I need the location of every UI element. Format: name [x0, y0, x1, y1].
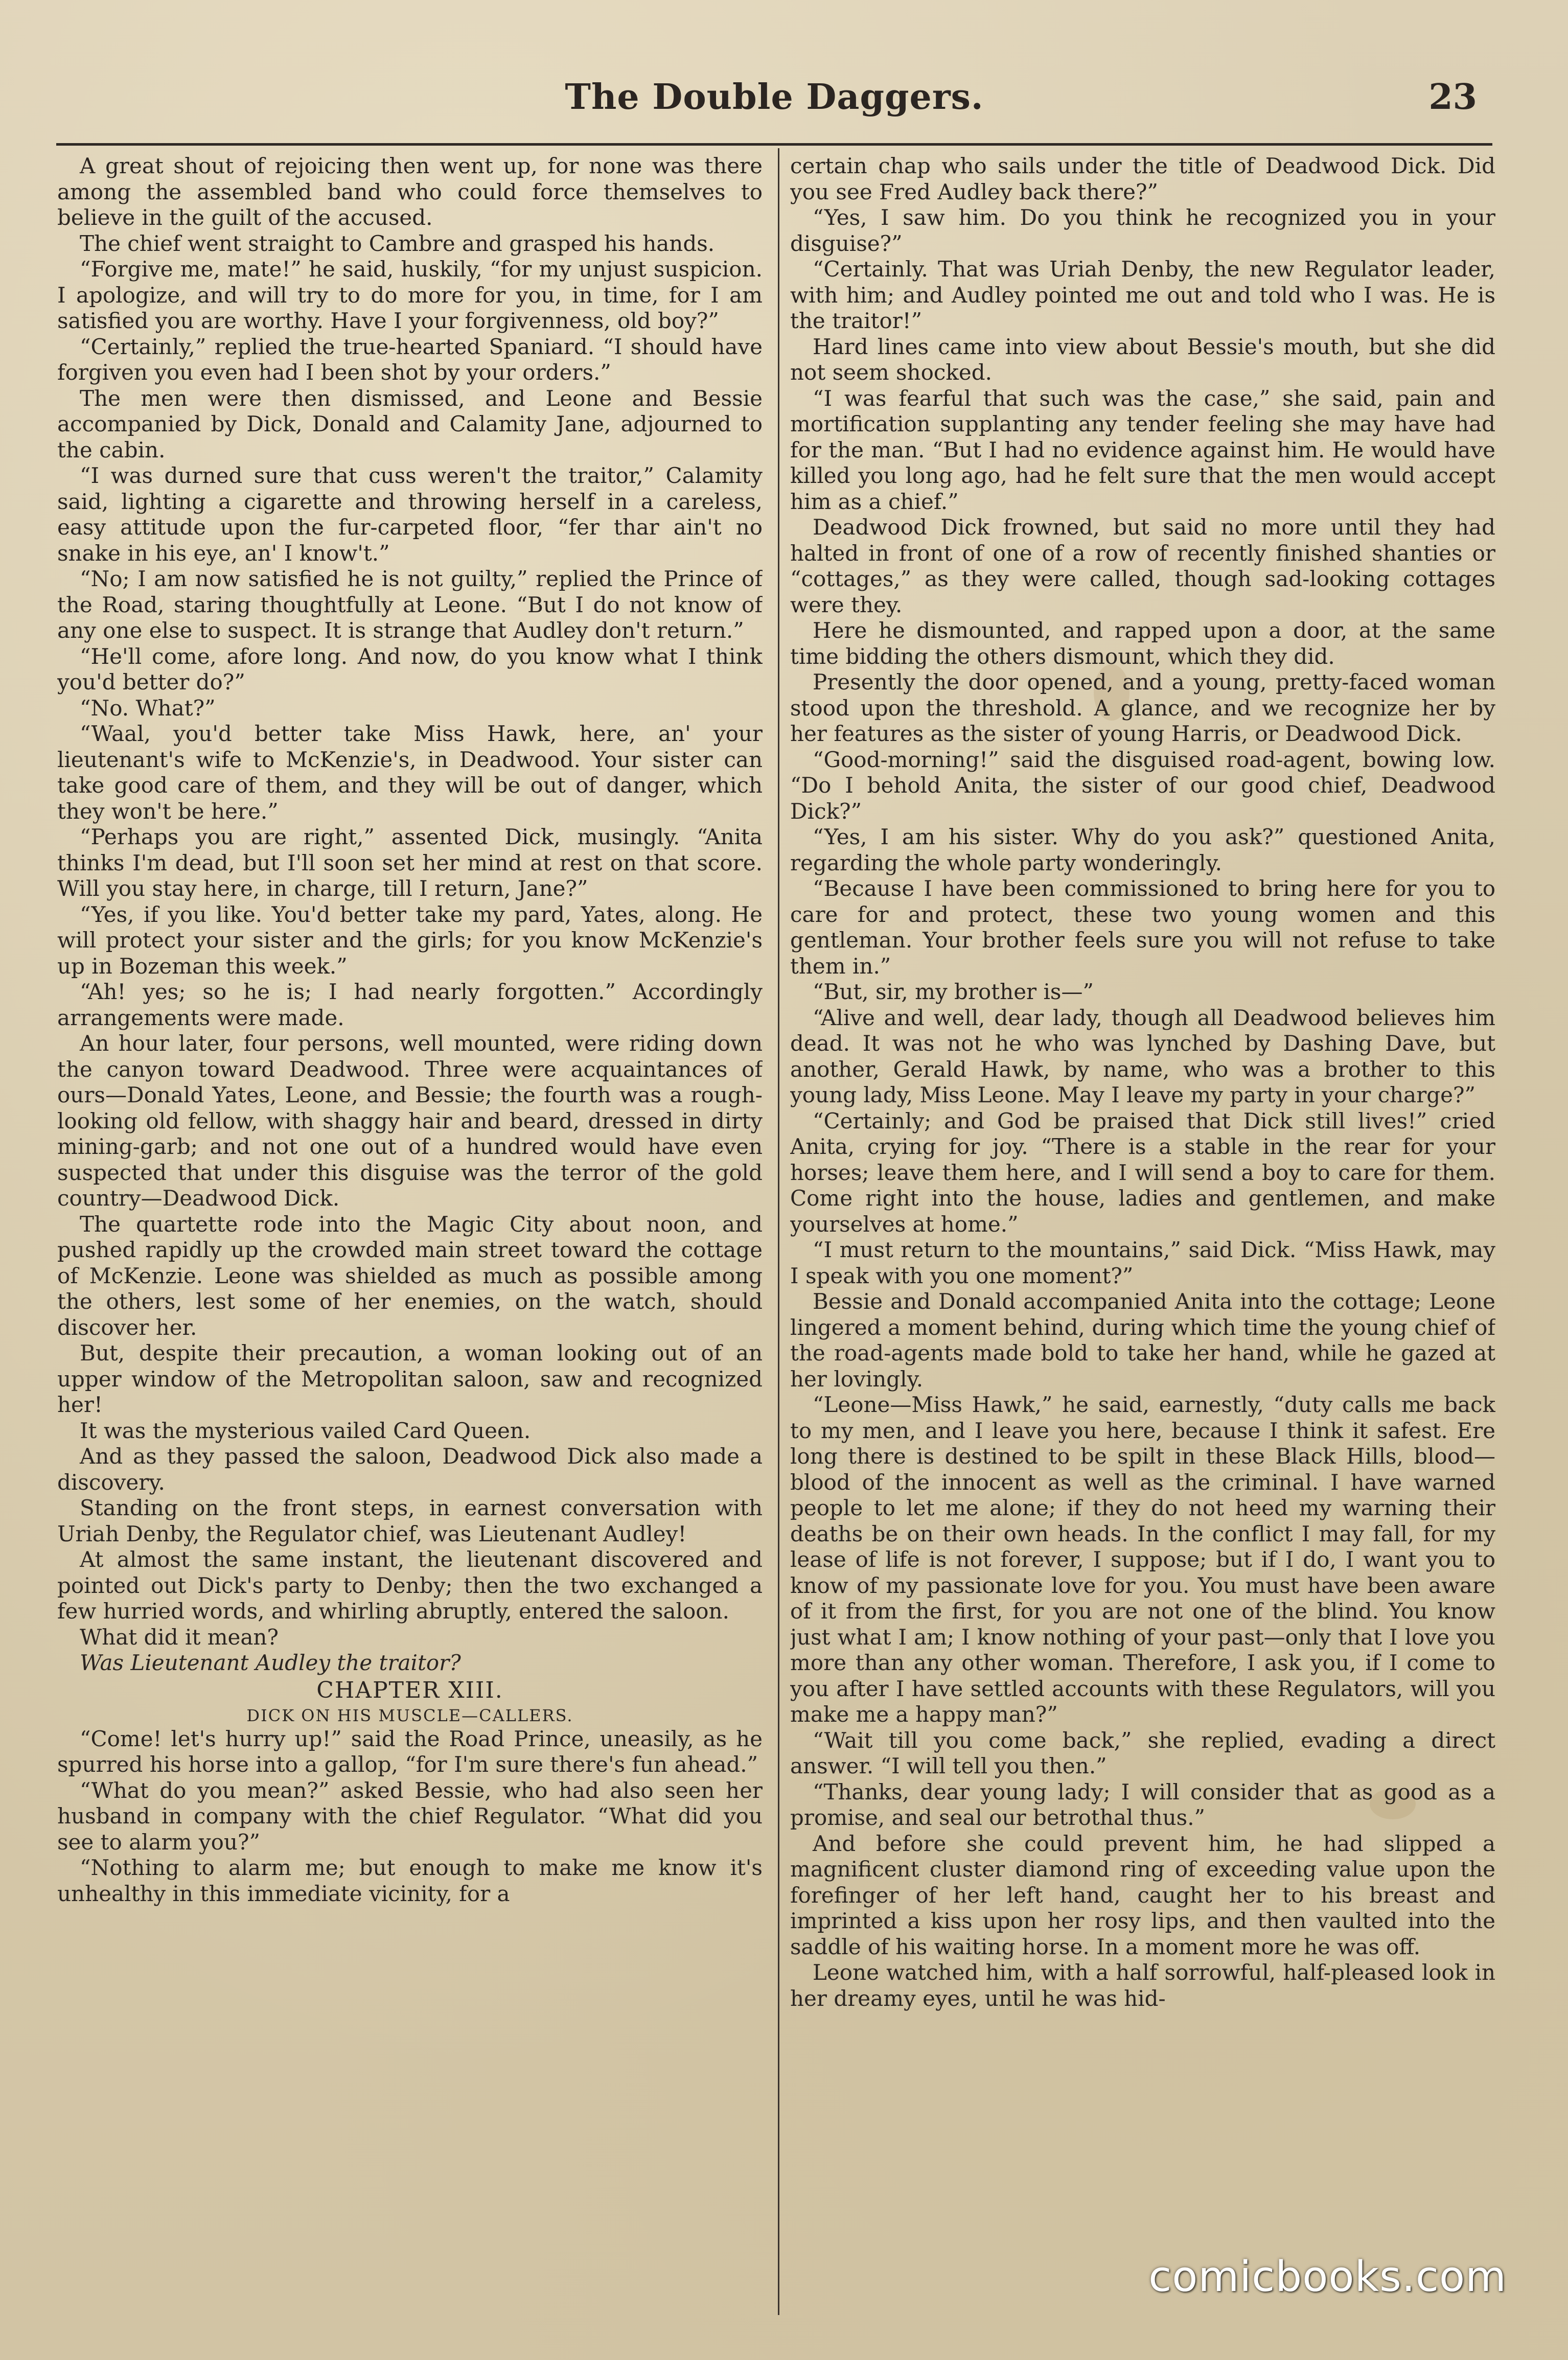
paragraph: “Come! let's hurry up!” said the Road Prince, uneasily, as he spurred his horse into a gallop, “for I'm sure there's fun ahead.” [57, 1726, 763, 1777]
header-rule [56, 143, 1492, 146]
left-column [57, 153, 763, 2315]
paragraph: “Nothing to alarm me; but enough to make me know it's unhealthy in this immediate vicinity, for a [57, 1855, 763, 1906]
paragraph: “Because I have been commissioned to bring here for you to care for and protect, these two young women and this gentleman. Your brother feels sure you will not refuse to take them in.” [790, 876, 1495, 979]
column-divider [778, 148, 779, 2315]
paragraph: Standing on the front steps, in earnest conversation with Uriah Denby, the Regulator chief, was Lieutenant Audley! [57, 1495, 763, 1546]
page-header [56, 77, 1492, 133]
paragraph: “He'll come, afore long. And now, do you know what I think you'd better do?” [57, 643, 763, 695]
paragraph: What did it mean? [80, 1624, 279, 1650]
paragraph: Was Lieutenant Audley the traitor? [80, 1650, 461, 1675]
paragraph: It was the mysterious vailed Card Queen. [80, 1418, 531, 1443]
paragraph: Hard lines came into view about Bessie's mouth, but she did not seem shocked. [790, 334, 1495, 385]
chapter-title: CHAPTER XIII. [316, 1677, 503, 1703]
paragraph: “Certainly; and God be praised that Dick still lives!” cried Anita, crying for joy. “There is a stable in the rear for your horses; leave them here, and I will send a boy to care for them. Come right into the house, ladies and gentlemen, and make yourselves at home.” [790, 1108, 1495, 1237]
paragraph: An hour later, four persons, well mounted, were riding down the canyon toward Deadwood. Three were acquaintances of ours—Donald Yates, Leone, and Bessie; the fourth was a rough-looking old fellow, with shaggy hair and beard, dressed in dirty mining-garb; and not one out of a hundred would have even suspected that under this disguise was the terror of the gold country—Deadwood Dick. [57, 1031, 763, 1211]
page-number: 23 [1428, 77, 1477, 118]
paragraph: “Yes, if you like. You'd better take my pard, Yates, along. He will protect your sister and the girls; for you know McKenzie's up in Bozeman this week.” [57, 901, 763, 979]
paragraph: And as they passed the saloon, Deadwood Dick also made a discovery. [57, 1444, 763, 1495]
paragraph: And before she could prevent him, he had slipped a magnificent cluster diamond ring of exceeding value upon the forefinger of her left hand, caught her to his breast and imprinted a kiss upon her rosy lips, and then vaulted into the saddle of his waiting horse. In a moment more he was off. [790, 1831, 1495, 1959]
paragraph: Presently the door opened, and a young, pretty-faced woman stood upon the threshold. A glance, and we recognize her by her features as the sister of young Harris, or Deadwood Dick. [790, 669, 1495, 746]
paragraph: “Forgive me, mate!” he said, huskily, “for my unjust suspicion. I apologize, and will try to do more for you, in time, for I am satisfied you are worthy. Have I your forgivenness, old boy?” [57, 257, 763, 333]
paragraph: At almost the same instant, the lieutenant discovered and pointed out Dick's party to Denby; then the two exchanged a few hurried words, and whirling abruptly, entered the saloon. [57, 1547, 763, 1624]
paragraph: “I was durned sure that cuss weren't the traitor,” Calamity said, lighting a cigarette and throwing herself in a careless, easy attitude upon the fur-carpeted floor, “fer thar ain't no snake in his eye, an' I know't.” [57, 463, 763, 566]
paragraph: “What do you mean?” asked Bessie, who had also seen her husband in company with the chief Regulator. “What did you see to alarm you?” [57, 1777, 763, 1855]
right-column [790, 153, 1495, 2315]
paragraph: Deadwood Dick frowned, but said no more until they had halted in front of one of a row of recently finished shanties or “cottages,” as they were called, though sad-looking cottages were they. [790, 515, 1495, 617]
paragraph: “Leone—Miss Hawk,” he said, earnestly, “duty calls me back to my men, and I leave you here, because I think it safest. Ere long there is destined to be spilt in these Black Hills, blood—blood of the innocent as well as the criminal. I have warned people to let me alone; if they do not heed my warning their deaths be on their own heads. In the conflict I may fall, for my lease of life is not forever, I suppose; but if I do, I want you to know of my passionate love for you. You must have been aware of it from the first, for you are not one of the blind. You know just what I am; I know nothing of your past—only that I love you more than any other woman. Therefore, I ask you, if I come to you after I have settled accounts with these Regulators, will you make me a happy man?” [790, 1392, 1495, 1727]
paragraph: “Ah! yes; so he is; I had nearly forgotten.” Accordingly arrangements were made. [57, 979, 763, 1030]
paragraph: “Certainly. That was Uriah Denby, the new Regulator leader, with him; and Audley pointed me out and told who I was. He is the traitor!” [790, 257, 1495, 333]
paragraph: “Thanks, dear young lady; I will consider that as good as a promise, and seal our betrothal thus.” [790, 1779, 1495, 1830]
paragraph: “No. What?” [80, 695, 216, 721]
paragraph: “Yes, I saw him. Do you think he recognized you in your disguise?” [790, 205, 1495, 256]
paragraph: But, despite their precaution, a woman looking out of an upper window of the Metropolitan saloon, saw and recognized her! [57, 1340, 763, 1417]
paragraph: The quartette rode into the Magic City about noon, and pushed rapidly up the crowded main street toward the cottage of McKenzie. Leone was shielded as much as possible among the others, lest some of her enemies, on the watch, should discover her. [57, 1211, 763, 1340]
paragraph: The chief went straight to Cambre and grasped his hands. [80, 230, 715, 256]
paragraph: “Perhaps you are right,” assented Dick, musingly. “Anita thinks I'm dead, but I'll soon set her mind at rest on that score. Will you stay here, in charge, till I return, Jane?” [57, 824, 763, 901]
paragraph: “I must return to the mountains,” said Dick. “Miss Hawk, may I speak with you one moment?” [790, 1237, 1495, 1288]
running-title: The Double Daggers. [565, 77, 984, 118]
paragraph: Bessie and Donald accompanied Anita into the cottage; Leone lingered a moment behind, during which time the young chief of the road-agents made bold to take her hand, while he gazed at her lovingly. [790, 1289, 1495, 1392]
paragraph: “But, sir, my brother is—” [813, 979, 1094, 1004]
paragraph: “Waal, you'd better take Miss Hawk, here, an' your lieutenant's wife to McKenzie's, in Deadwood. Your sister can take good care of them, and they will be out of danger, which they won't be here.” [57, 721, 763, 824]
paragraph: The men were then dismissed, and Leone and Bessie accompanied by Dick, Donald and Calamity Jane, adjourned to the cabin. [57, 385, 763, 462]
site-watermark: comicbooks.com [1148, 2253, 1507, 2301]
paragraph: Here he dismounted, and rapped upon a door, at the same time bidding the others dismount, which they did. [790, 618, 1495, 669]
paragraph: “No; I am now satisfied he is not guilty,” replied the Prince of the Road, staring thoughtfully at Leone. “But I do not know of any one else to suspect. It is strange that Audley don't return.” [57, 566, 763, 643]
chapter-subtitle: DICK ON HIS MUSCLE—CALLERS. [246, 1705, 573, 1725]
paragraph: “Certainly,” replied the true-hearted Spaniard. “I should have forgiven you even had I been shot by your orders.” [57, 334, 763, 385]
paragraph: “Wait till you come back,” she replied, evading a direct answer. “I will tell you then.” [790, 1727, 1495, 1778]
paragraph: “Good-morning!” said the disguised road-agent, bowing low. “Do I behold Anita, the sister of our good chief, Deadwood Dick?” [790, 747, 1495, 824]
paragraph: Leone watched him, with a half sorrowful, half-pleased look in her dreamy eyes, until he was hid- [790, 1960, 1495, 2011]
paragraph: certain chap who sails under the title of Deadwood Dick. Did you see Fred Audley back there?” [790, 153, 1495, 204]
paragraph: “I was fearful that such was the case,” she said, pain and mortification supplanting any tender feeling she may have had for the man. “But I had no evidence against him. He would have killed you long ago, had he felt sure that the men would accept him as a chief.” [790, 385, 1495, 514]
paragraph: “Alive and well, dear lady, though all Deadwood believes him dead. It was not he who was lynched by Dashing Dave, but another, Gerald Hawk, by name, who was a brother to this young lady, Miss Leone. May I leave my party in your charge?” [790, 1005, 1495, 1107]
paragraph: “Yes, I am his sister. Why do you ask?” questioned Anita, regarding the whole party wonderingly. [790, 824, 1495, 875]
paragraph: A great shout of rejoicing then went up, for none was there among the assembled band who could force themselves to believe in the guilt of the accused. [57, 153, 763, 230]
